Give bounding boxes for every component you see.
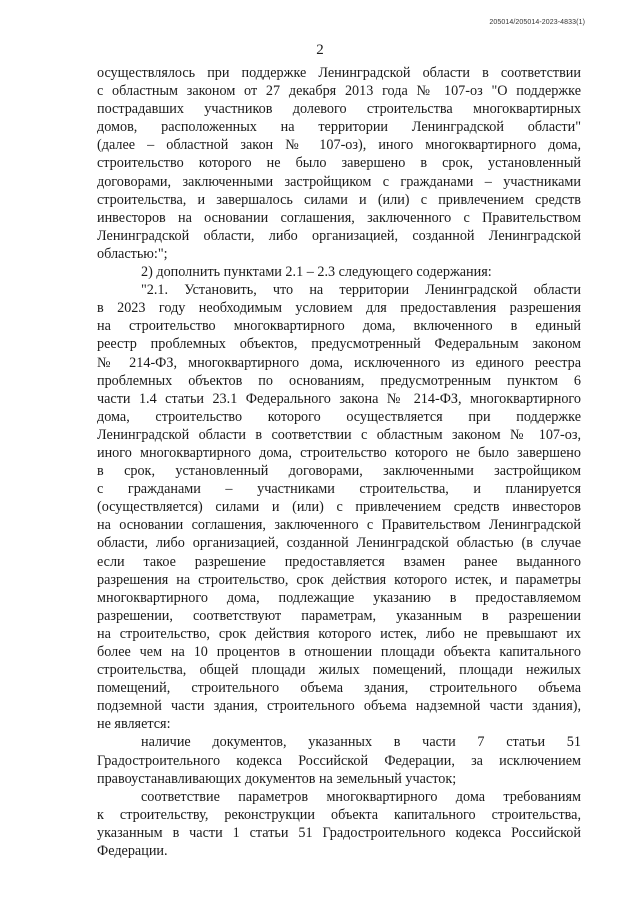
text-line: разрешении, соответствуют параметрам, указанным в разрешении [97, 607, 581, 624]
text-line: на основании соглашения, заключенного с Правительством Ленинградской [97, 517, 581, 534]
text-line: Федерации. [97, 843, 168, 860]
text-line: с областным законом от 27 декабря 2013 года № 107-оз "О поддержке [97, 83, 581, 100]
text-line: строительства, общей площади жилых помещений, площади нежилых [97, 662, 581, 679]
text-line: если такое разрешение предоставляется взамен ранее выданного [97, 553, 581, 570]
text-line: домов, расположенных на территории Ленинградской области" [97, 119, 581, 136]
text-line: (далее – областной закон № 107-оз), иного многоквартирного дома, [97, 137, 581, 154]
text-line: иного многоквартирного дома, строительство которого не было завершено [97, 444, 581, 461]
text-line: указанным в части 1 статьи 51 Градостроительного кодекса Российской [97, 824, 581, 841]
text-line: в 2023 году необходимым условием для предоставления разрешения [97, 300, 581, 317]
text-line: на строительство, срок действия которого истек, либо не превышают их [97, 625, 581, 642]
text-line: разрешения на строительство, срок действия которого истек, и параметры [97, 571, 581, 588]
text-line: помещений, строительного объема здания, строительного объема [97, 680, 581, 697]
text-line: дома, строительство которого осуществляется при поддержке [97, 408, 581, 425]
text-line: (осуществляется) силами и (или) с привлечением средств инвесторов [97, 499, 581, 516]
text-line: договорами, заключенными застройщиком с гражданами – участниками [97, 173, 581, 190]
text-line: пострадавших участников долевого строительства многоквартирных [97, 101, 581, 118]
text-line: "2.1. Установить, что на территории Ленинградской области [141, 282, 581, 299]
text-line: строительства, и завершалось силами и (или) с привлечением средств [97, 191, 581, 208]
text-line: Градостроительного кодекса Российской Федерации, за исключением [97, 752, 581, 769]
text-line: многоквартирного дома, подлежащие указанию в предоставляемом [97, 589, 581, 606]
text-line: правоустанавливающих документов на земельный участок; [97, 770, 457, 787]
text-line: на строительство многоквартирного дома, включенного в единый [97, 318, 581, 335]
text-line: не является: [97, 716, 171, 733]
text-line: с гражданами – участниками строительства, и планируется [97, 481, 581, 498]
text-line: № 214-ФЗ, многоквартирного дома, исключенного из единого реестра [97, 354, 581, 371]
text-line: осуществлялось при поддержке Ленинградской области в соответствии [97, 65, 581, 81]
text-line: области, либо организацией, созданной Ленинградской областью (в случае [97, 535, 581, 552]
document-body [97, 64, 581, 860]
text-line: части 1.4 статьи 23.1 Федерального закона № 214-ФЗ, многоквартирного [97, 390, 581, 407]
text-line: проблемных объектов по основаниям, предусмотренным пунктом 6 [97, 372, 581, 389]
text-line: реестр проблемных объектов, предусмотренный Федеральным законом [97, 336, 581, 353]
page-number: 2 [316, 42, 324, 58]
text-line: в срок, установленный договорами, заключенными застройщиком [97, 463, 581, 480]
text-line: более чем на 10 процентов в отношении площади объекта капитального [97, 644, 581, 660]
text-line: Ленинградской области в соответствии с областным законом № 107-оз, [97, 426, 581, 443]
document-id: 205014/205014-2023-4833(1) [489, 19, 585, 26]
text-line: соответствие параметров многоквартирного дома требованиям [141, 788, 581, 805]
text-line: строительство которого не было завершено в срок, установленный [97, 155, 581, 172]
text-line: инвесторов на основании соглашения, заключенного с Правительством [97, 209, 581, 226]
text-line: областью:"; [97, 245, 168, 262]
text-line: наличие документов, указанных в части 7 статьи 51 [141, 734, 581, 751]
text-line: 2) дополнить пунктами 2.1 – 2.3 следующего содержания: [141, 264, 492, 281]
text-line: Ленинградской области, либо организацией, созданной Ленинградской [97, 227, 581, 244]
text-line: подземной части здания, строительного объема надземной части здания), [97, 698, 581, 715]
text-line: к строительству, реконструкции объекта капитального строительства, [97, 806, 581, 823]
